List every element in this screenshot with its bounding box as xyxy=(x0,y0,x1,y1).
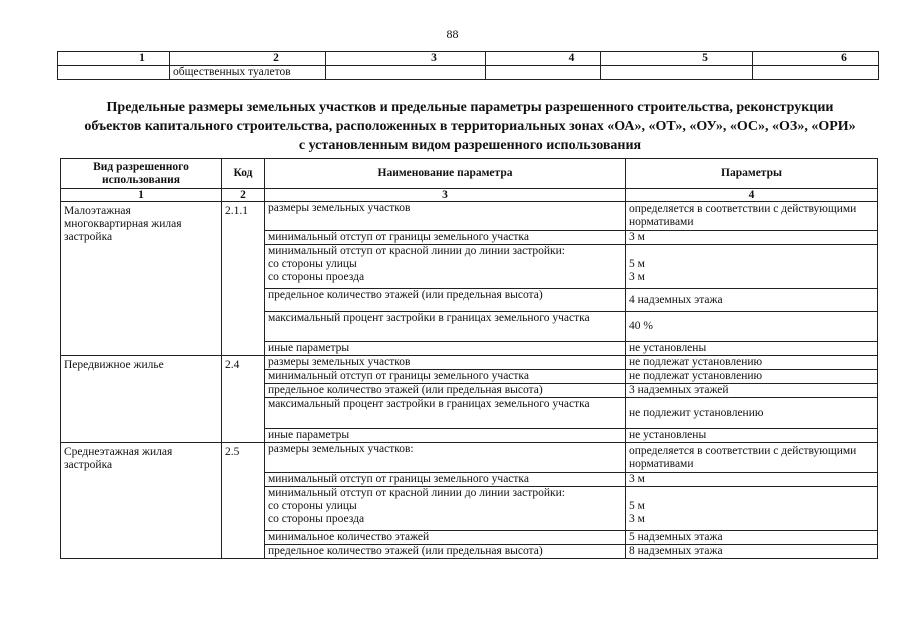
use-type-cell: Передвижное жилье xyxy=(61,356,222,443)
header-cell: 5 xyxy=(601,52,753,66)
param-name-cell: размеры земельных участков xyxy=(265,202,626,231)
param-name-cell: минимальный отступ от красной линии до линии застройки: со стороны улицы со стороны проезда xyxy=(265,245,626,289)
param-name-cell: минимальное количество этажей xyxy=(265,531,626,545)
continued-table-row xyxy=(58,66,879,80)
continued-table-header xyxy=(58,52,879,66)
param-value-cell: 3 м xyxy=(626,473,878,487)
header-cell: 2 xyxy=(170,52,326,66)
param-name-cell: минимальный отступ от границы земельного участка xyxy=(265,473,626,487)
param-name-cell: размеры земельных участков xyxy=(265,356,626,370)
param-name-cell: предельное количество этажей (или предельная высота) xyxy=(265,384,626,398)
table-row xyxy=(61,202,878,231)
param-name-cell: предельное количество этажей (или предельная высота) xyxy=(265,289,626,312)
param-value-cell: 4 надземных этажа xyxy=(626,289,878,312)
param-name-cell: размеры земельных участков: xyxy=(265,443,626,473)
param-name-cell: иные параметры xyxy=(265,429,626,443)
param-name-cell: максимальный процент застройки в границах земельного участка xyxy=(265,398,626,429)
param-name-cell: минимальный отступ от границы земельного участка xyxy=(265,231,626,245)
param-value-cell: 5 надземных этажа xyxy=(626,531,878,545)
param-name-cell: минимальный отступ от границы земельного участка xyxy=(265,370,626,384)
param-value-cell: 40 % xyxy=(626,312,878,342)
param-value-cell: определяется в соответствии с действующими нормативами xyxy=(626,202,878,231)
table-cell: общественных туалетов xyxy=(170,66,326,80)
header-use: Вид разрешенного использования xyxy=(61,159,222,189)
page-number: 88 xyxy=(446,27,459,41)
param-name-cell: иные параметры xyxy=(265,342,626,356)
table-cell xyxy=(486,66,601,80)
param-value-cell: не подлежит установлению xyxy=(626,398,878,429)
header-code: Код xyxy=(222,159,265,189)
column-numbers-row xyxy=(61,189,878,202)
header-cell: 6 xyxy=(753,52,879,66)
column-number: 1 xyxy=(61,189,222,202)
column-number: 2 xyxy=(222,189,265,202)
param-value-cell: не подлежат установлению xyxy=(626,356,878,370)
table-cell xyxy=(601,66,753,80)
param-name-cell: предельное количество этажей (или предельная высота) xyxy=(265,545,626,559)
table-row xyxy=(61,356,878,370)
param-value-cell: не установлены xyxy=(626,342,878,356)
table-cell xyxy=(753,66,879,80)
table-cell xyxy=(58,66,170,80)
param-value-cell: 3 м xyxy=(626,231,878,245)
param-name-cell: максимальный процент застройки в границах земельного участка xyxy=(265,312,626,342)
section-title: Предельные размеры земельных участков и предельные параметры разрешенного строительства, реконструкции объектов капитального строительства, расположенных в территориальных зонах «ОА», «ОТ», «ОУ», «ОС», «ОЗ», «ОРИ» с установленным видом разрешенного использования xyxy=(84,100,856,153)
parameters-table xyxy=(60,158,878,559)
code-cell: 2.1.1 xyxy=(222,202,265,356)
code-cell: 2.4 xyxy=(222,356,265,443)
param-value-cell: не подлежат установлению xyxy=(626,370,878,384)
use-type-cell: Малоэтажная многоквартирная жилая застройка xyxy=(61,202,222,356)
header-param-value: Параметры xyxy=(626,159,878,189)
param-value-cell: 3 надземных этажей xyxy=(626,384,878,398)
column-number: 4 xyxy=(626,189,878,202)
param-name-cell: минимальный отступ от красной линии до линии застройки: со стороны улицы со стороны проезда xyxy=(265,487,626,531)
parameters-table-body xyxy=(61,202,878,559)
header-cell: 3 xyxy=(326,52,486,66)
param-value-cell: 8 надземных этажа xyxy=(626,545,878,559)
param-value-cell: не установлены xyxy=(626,429,878,443)
table-row xyxy=(61,443,878,473)
column-number: 3 xyxy=(265,189,626,202)
use-type-cell: Среднеэтажная жилая застройка xyxy=(61,443,222,559)
continued-table xyxy=(57,51,879,80)
code-cell: 2.5 xyxy=(222,443,265,559)
param-value-cell: 5 м 3 м xyxy=(626,245,878,289)
header-cell: 1 xyxy=(58,52,170,66)
param-value-cell: 5 м 3 м xyxy=(626,487,878,531)
table-cell xyxy=(326,66,486,80)
param-value-cell: определяется в соответствии с действующими нормативами xyxy=(626,443,878,473)
header-cell: 4 xyxy=(486,52,601,66)
parameters-table-header xyxy=(61,159,878,189)
header-param-name: Наименование параметра xyxy=(265,159,626,189)
